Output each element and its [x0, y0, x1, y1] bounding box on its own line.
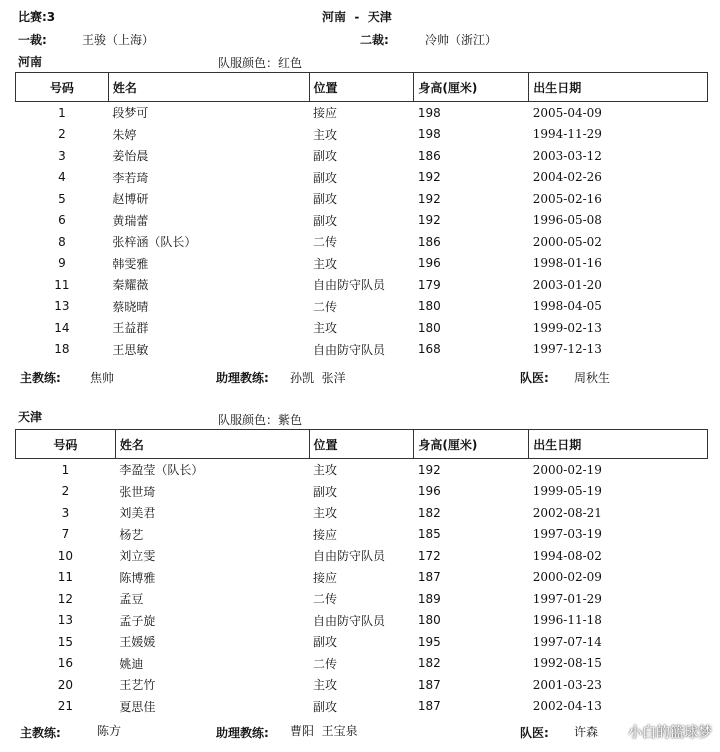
roster-table-henan	[15, 72, 708, 360]
table-row	[16, 696, 708, 718]
player-birth: 1997-03-19	[532, 527, 602, 542]
player-birth: 1998-04-05	[532, 299, 602, 314]
player-position: 自由防守队员	[313, 549, 386, 564]
player-name: 王艺竹	[119, 678, 156, 693]
table-row	[16, 317, 708, 339]
player-name: 刘立雯	[119, 549, 156, 564]
player-birth: 1994-08-02	[532, 548, 602, 563]
player-birth: 2001-03-23	[532, 677, 602, 692]
head-coach-label: 主教练:	[20, 371, 61, 385]
table-row	[16, 124, 708, 146]
watermark: 小白的篮球梦	[628, 725, 712, 741]
table-row	[16, 274, 708, 296]
player-height: 187	[417, 570, 441, 585]
referee2-label: 二裁:	[360, 33, 389, 47]
player-name: 段梦可	[112, 106, 149, 121]
column-height: 身高(厘米)	[414, 73, 529, 102]
column-name: 姓名	[108, 73, 309, 102]
player-number: 21	[57, 699, 74, 714]
player-number: 11	[54, 277, 70, 292]
player-name: 王思敏	[112, 342, 149, 357]
referee1-label: 一裁:	[18, 33, 47, 47]
player-number: 13	[54, 299, 70, 314]
player-position: 副攻	[313, 484, 338, 499]
player-height: 196	[417, 484, 441, 499]
roster-table-tianjin	[15, 429, 708, 717]
player-position: 接应	[313, 527, 338, 542]
player-height: 196	[417, 256, 441, 271]
player-number: 7	[61, 527, 70, 542]
player-name: 赵博研	[112, 192, 149, 207]
player-height: 180	[417, 299, 441, 314]
player-height: 179	[417, 277, 441, 292]
player-birth: 2005-02-16	[532, 191, 602, 206]
player-birth: 2000-02-09	[532, 570, 602, 585]
column-position: 位置	[309, 430, 414, 459]
player-birth: 1992-08-15	[532, 656, 602, 671]
table-row	[16, 145, 708, 167]
player-number: 12	[57, 591, 74, 606]
table-row	[16, 567, 708, 589]
player-position: 副攻	[313, 170, 338, 185]
column-birth: 出生日期	[529, 430, 708, 459]
player-position: 接应	[313, 570, 338, 585]
player-height: 187	[417, 677, 441, 692]
team-doctor-value: 许森	[574, 725, 599, 739]
table-row	[16, 502, 708, 524]
column-height: 身高(厘米)	[414, 430, 529, 459]
player-name: 李若琦	[112, 170, 149, 185]
player-height: 189	[417, 591, 441, 606]
player-name: 姚迪	[119, 656, 144, 671]
team-name: 河南	[18, 55, 43, 69]
player-position: 接应	[313, 106, 338, 121]
table-header-row	[16, 430, 708, 459]
match-teams: 河南 - 天津	[322, 10, 392, 24]
player-birth: 1994-11-29	[532, 127, 602, 142]
team-doctor-value: 周秋生	[574, 371, 611, 385]
player-number: 3	[58, 148, 66, 163]
player-height: 180	[417, 320, 441, 335]
player-birth: 1999-02-13	[532, 320, 602, 335]
referee2-value: 冷帅（浙江）	[425, 33, 498, 47]
player-birth: 2005-04-09	[532, 105, 602, 120]
assistant-coach-label: 助理教练:	[216, 371, 269, 385]
table-row	[16, 588, 708, 610]
table-row	[16, 167, 708, 189]
player-name: 王益群	[112, 321, 149, 336]
player-position: 二传	[313, 235, 338, 250]
player-height: 182	[417, 656, 441, 671]
player-name: 杨艺	[119, 527, 144, 542]
assistant-coach-value: 曹阳 王宝泉	[290, 724, 358, 738]
table-row	[16, 339, 708, 361]
player-number: 10	[57, 548, 74, 563]
player-name: 黄瑞蕾	[112, 213, 149, 228]
player-number: 2	[58, 127, 66, 142]
player-height: 187	[417, 699, 441, 714]
player-birth: 1997-07-14	[532, 634, 602, 649]
player-height: 172	[417, 548, 441, 563]
player-number: 11	[57, 570, 74, 585]
column-name: 姓名	[115, 430, 309, 459]
player-name: 张世琦	[119, 484, 156, 499]
table-row	[16, 524, 708, 546]
player-height: 186	[417, 234, 441, 249]
player-birth: 1998-01-16	[532, 256, 602, 271]
player-height: 192	[417, 213, 441, 228]
player-number: 15	[57, 634, 74, 649]
team-doctor-label: 队医:	[520, 371, 549, 385]
table-row	[16, 253, 708, 275]
head-coach-value: 陈方	[97, 724, 122, 738]
player-birth: 2002-08-21	[532, 505, 602, 520]
player-position: 主攻	[313, 678, 338, 693]
table-row	[16, 102, 708, 124]
player-height: 195	[417, 634, 441, 649]
player-position: 主攻	[313, 127, 338, 142]
player-number: 18	[54, 342, 70, 357]
player-position: 副攻	[313, 635, 338, 650]
column-birth: 出生日期	[529, 73, 708, 102]
player-birth: 1997-01-29	[532, 591, 602, 606]
player-number: 5	[58, 191, 66, 206]
player-position: 副攻	[313, 149, 338, 164]
player-number: 8	[58, 234, 66, 249]
jersey-color: 队服颜色：紫色	[218, 413, 303, 427]
table-row	[16, 653, 708, 675]
player-position: 二传	[313, 656, 338, 671]
player-position: 主攻	[313, 256, 338, 271]
player-birth: 2002-04-13	[532, 699, 602, 714]
player-position: 主攻	[313, 321, 338, 336]
player-name: 韩雯雅	[112, 256, 149, 271]
table-row	[16, 459, 708, 481]
player-position: 二传	[313, 592, 338, 607]
player-name: 朱婷	[112, 127, 137, 142]
player-height: 192	[417, 462, 441, 477]
player-birth: 1996-05-08	[532, 213, 602, 228]
table-row	[16, 231, 708, 253]
player-number: 3	[61, 505, 70, 520]
player-name: 刘美君	[119, 506, 156, 521]
player-birth: 1999-05-19	[532, 484, 602, 499]
player-name: 秦耀薇	[112, 278, 149, 293]
player-position: 主攻	[313, 506, 338, 521]
player-name: 李盈莹（队长）	[119, 463, 204, 478]
player-name: 蔡晓晴	[112, 299, 149, 314]
referee1-value: 王骏（上海）	[82, 33, 155, 47]
player-height: 192	[417, 191, 441, 206]
player-position: 副攻	[313, 213, 338, 228]
player-position: 自由防守队员	[313, 278, 386, 293]
player-position: 自由防守队员	[313, 342, 386, 357]
table-row	[16, 481, 708, 503]
player-number: 1	[61, 462, 70, 477]
head-coach-value: 焦帅	[90, 371, 115, 385]
player-height: 180	[417, 613, 441, 628]
player-number: 4	[58, 170, 66, 185]
player-height: 185	[417, 527, 441, 542]
player-name: 姜怡晨	[112, 149, 149, 164]
head-coach-label: 主教练:	[20, 726, 61, 740]
team-doctor-label: 队医:	[520, 726, 549, 740]
player-name: 孟子旋	[119, 613, 156, 628]
player-position: 副攻	[313, 192, 338, 207]
jersey-color: 队服颜色：红色	[218, 56, 303, 70]
player-birth: 1996-11-18	[532, 613, 602, 628]
player-height: 192	[417, 170, 441, 185]
table-header-row	[16, 73, 708, 102]
player-name: 王媛媛	[119, 635, 156, 650]
player-height: 168	[417, 342, 441, 357]
player-number: 16	[57, 656, 74, 671]
player-number: 20	[57, 677, 74, 692]
table-row	[16, 631, 708, 653]
player-name: 夏思佳	[119, 699, 156, 714]
player-birth: 2003-01-20	[532, 277, 602, 292]
player-name: 张梓涵（队长）	[112, 235, 197, 250]
match-label: 比赛:3	[18, 10, 56, 24]
table-row	[16, 674, 708, 696]
assistant-coach-value: 孙凯 张洋	[290, 371, 346, 385]
player-number: 2	[61, 484, 70, 499]
player-birth: 1997-12-13	[532, 342, 602, 357]
player-number: 6	[58, 213, 66, 228]
player-position: 主攻	[313, 463, 338, 478]
player-height: 186	[417, 148, 441, 163]
column-position: 位置	[309, 73, 414, 102]
player-height: 198	[417, 105, 441, 120]
table-row	[16, 188, 708, 210]
player-height: 198	[417, 127, 441, 142]
player-number: 13	[57, 613, 74, 628]
player-name: 孟豆	[119, 592, 144, 607]
table-row	[16, 296, 708, 318]
table-row	[16, 545, 708, 567]
player-position: 副攻	[313, 699, 338, 714]
player-birth: 2000-02-19	[532, 462, 602, 477]
player-birth: 2000-05-02	[532, 234, 602, 249]
player-birth: 2003-03-12	[532, 148, 602, 163]
player-position: 二传	[313, 299, 338, 314]
column-number: 号码	[16, 73, 109, 102]
player-name: 陈博雅	[119, 570, 156, 585]
table-row	[16, 210, 708, 232]
player-birth: 2004-02-26	[532, 170, 602, 185]
column-number: 号码	[16, 430, 116, 459]
team-name: 天津	[18, 410, 43, 424]
player-position: 自由防守队员	[313, 613, 386, 628]
player-height: 182	[417, 505, 441, 520]
assistant-coach-label: 助理教练:	[216, 726, 269, 740]
player-number: 1	[58, 105, 66, 120]
player-number: 14	[54, 320, 70, 335]
player-number: 9	[58, 256, 66, 271]
table-row	[16, 610, 708, 632]
